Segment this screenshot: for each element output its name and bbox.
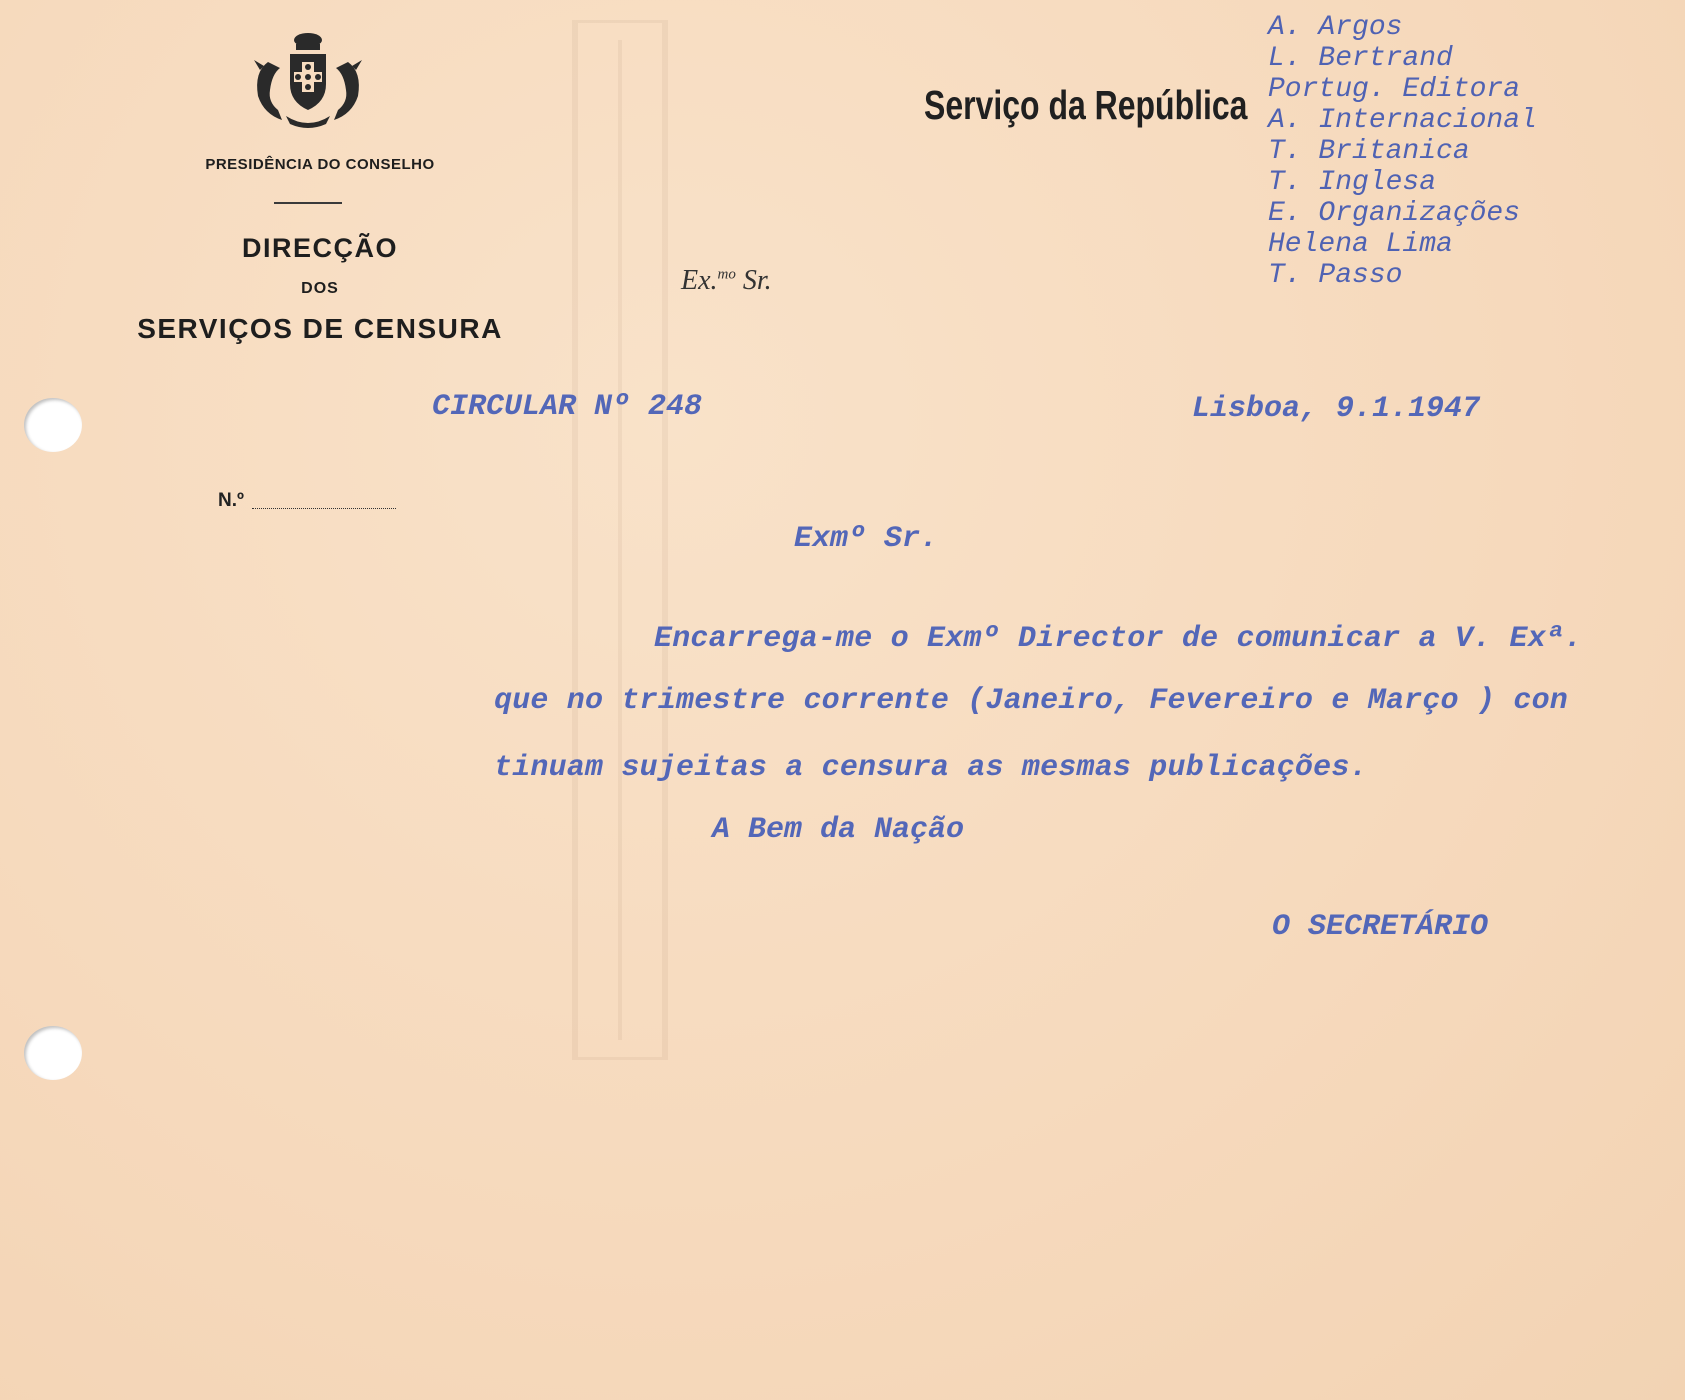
letterhead-department-line1: DIRECÇÃO (241, 233, 398, 263)
recipient-item: Portug. Editora (1268, 74, 1521, 105)
letterhead-department-line2: DOS (301, 280, 339, 297)
service-header: Serviço da República (924, 82, 1248, 128)
closing-phrase: A Bem da Nação (712, 813, 965, 847)
recipient-item: Helena Lima (1268, 229, 1453, 260)
document-date: Lisboa, 9.1.1947 (1192, 392, 1481, 426)
recipient-item: A. Argos (1268, 12, 1403, 43)
number-label: N.º (218, 490, 244, 511)
salutation: Exmº Sr. (794, 522, 939, 556)
punch-hole (24, 398, 82, 452)
body-line: que no trimestre corrente (Janeiro, Fevereiro e Março ) con (494, 684, 1568, 718)
recipient-list (1268, 12, 1537, 291)
letterhead-organization: PRESIDÊNCIA DO CONSELHO (205, 156, 435, 173)
signature-line: O SECRETÁRIO (1272, 910, 1489, 944)
recipient-item: E. Organizações (1268, 198, 1521, 229)
number-field-line (252, 508, 396, 509)
body-line: Encarrega-me o Exmº Director de comunicar a V. Exª. (654, 622, 1583, 656)
paper-watermark (565, 20, 675, 1060)
recipient-item: T. Passo (1268, 260, 1403, 291)
recipient-item: A. Internacional (1268, 105, 1537, 136)
punch-hole (24, 1026, 82, 1080)
circular-number: CIRCULAR Nº 248 (432, 390, 703, 424)
letterhead-divider (274, 202, 342, 204)
recipient-item: T. Britanica (1268, 136, 1470, 167)
body-line: tinuam sujeitas a censura as mesmas publicações. (494, 751, 1368, 785)
coat-of-arms-emblem (246, 32, 370, 128)
recipient-item: L. Bertrand (1268, 43, 1453, 74)
letterhead-department-line3: SERVIÇOS DE CENSURA (137, 313, 503, 344)
addressee-label: Ex.$^{mo}$ Sr. (681, 265, 772, 296)
recipient-item: T. Inglesa (1268, 167, 1437, 198)
